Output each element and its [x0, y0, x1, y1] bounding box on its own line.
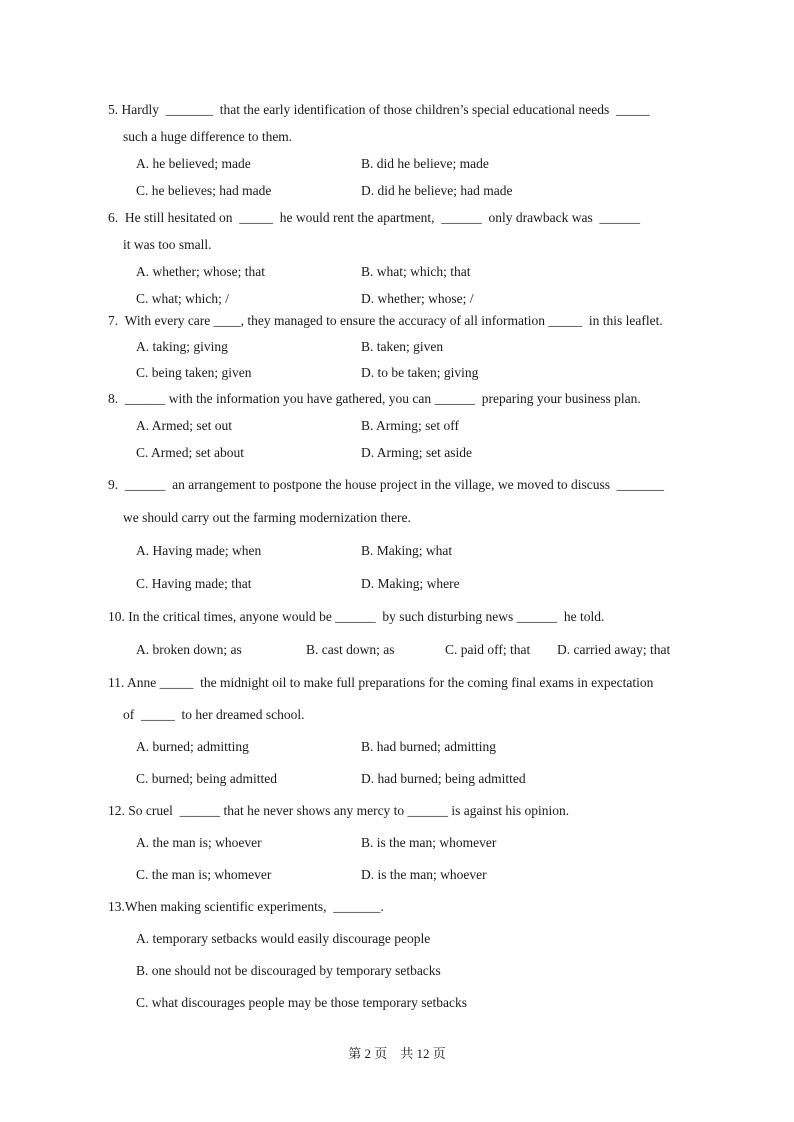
question-13-stem-line-1: 13.When making scientific experiments, _______.: [108, 899, 384, 914]
question-7-option-a: A. taking; giving: [136, 339, 228, 354]
question-13-option-c: C. what discourages people may be those temporary setbacks: [136, 995, 468, 1010]
question-7-option-b: B. taken; given: [361, 339, 444, 354]
question-13-option-a: A. temporary setbacks would easily discourage people: [136, 931, 431, 946]
page-number-footer: 第 2 页 共 12 页: [348, 1046, 446, 1061]
question-6-option-d: D. whether; whose; /: [361, 291, 474, 306]
question-13-option-b: B. one should not be discouraged by temporary setbacks: [136, 963, 441, 978]
question-11-option-c: C. burned; being admitted: [136, 771, 277, 786]
question-9-option-b: B. Making; what: [361, 543, 453, 558]
question-8-stem-line-1: 8. ______ with the information you have gathered, you can ______ preparing your business plan.: [108, 391, 641, 406]
question-12-option-c: C. the man is; whomever: [136, 867, 272, 882]
question-10-option-d: D. carried away; that: [557, 642, 671, 657]
question-5-option-b: B. did he believe; made: [361, 156, 489, 171]
question-10-stem-line-1: 10. In the critical times, anyone would be ______ by such disturbing news ______ he told.: [108, 609, 605, 624]
question-10-option-c: C. paid off; that: [445, 642, 531, 657]
question-6-stem-line-2: it was too small.: [123, 237, 212, 252]
question-9-stem-line-2: we should carry out the farming modernization there.: [123, 510, 411, 525]
question-11-stem-line-2: of _____ to her dreamed school.: [123, 707, 305, 722]
question-7-option-c: C. being taken; given: [136, 365, 252, 380]
question-5-stem-line-2: such a huge difference to them.: [123, 129, 293, 144]
question-6-option-a: A. whether; whose; that: [136, 264, 265, 279]
question-12-option-d: D. is the man; whoever: [361, 867, 487, 882]
question-9-option-d: D. Making; where: [361, 576, 460, 591]
question-5-stem-line-1: 5. Hardly _______ that the early identification of those children’s special educational needs _____: [108, 102, 650, 117]
question-10-option-b: B. cast down; as: [306, 642, 395, 657]
question-10-option-a: A. broken down; as: [136, 642, 242, 657]
question-11-option-a: A. burned; admitting: [136, 739, 249, 754]
question-12-stem-line-1: 12. So cruel ______ that he never shows any mercy to ______ is against his opinion.: [108, 803, 570, 818]
question-11-option-d: D. had burned; being admitted: [361, 771, 526, 786]
question-11-option-b: B. had burned; admitting: [361, 739, 496, 754]
question-8-option-b: B. Arming; set off: [361, 418, 460, 433]
question-6-option-c: C. what; which; /: [136, 291, 229, 306]
question-12-option-b: B. is the man; whomever: [361, 835, 497, 850]
question-5-option-a: A. he believed; made: [136, 156, 251, 171]
question-5-option-c: C. he believes; had made: [136, 183, 272, 198]
question-12-option-a: A. the man is; whoever: [136, 835, 262, 850]
question-7-stem-line-1: 7. With every care ____, they managed to ensure the accuracy of all information _____ in this leaflet.: [108, 313, 663, 328]
question-8-option-a: A. Armed; set out: [136, 418, 232, 433]
question-8-option-c: C. Armed; set about: [136, 445, 244, 460]
question-8-option-d: D. Arming; set aside: [361, 445, 472, 460]
question-9-option-c: C. Having made; that: [136, 576, 252, 591]
question-9-stem-line-1: 9. ______ an arrangement to postpone the house project in the village, we moved to discuss _______: [108, 477, 665, 492]
question-7-option-d: D. to be taken; giving: [361, 365, 479, 380]
question-9-option-a: A. Having made; when: [136, 543, 262, 558]
question-5-option-d: D. did he believe; had made: [361, 183, 513, 198]
question-11-stem-line-1: 11. Anne _____ the midnight oil to make full preparations for the coming final exams in expectation: [108, 675, 654, 690]
question-6-stem-line-1: 6. He still hesitated on _____ he would rent the apartment, ______ only drawback was ______: [108, 210, 641, 225]
question-6-option-b: B. what; which; that: [361, 264, 471, 279]
